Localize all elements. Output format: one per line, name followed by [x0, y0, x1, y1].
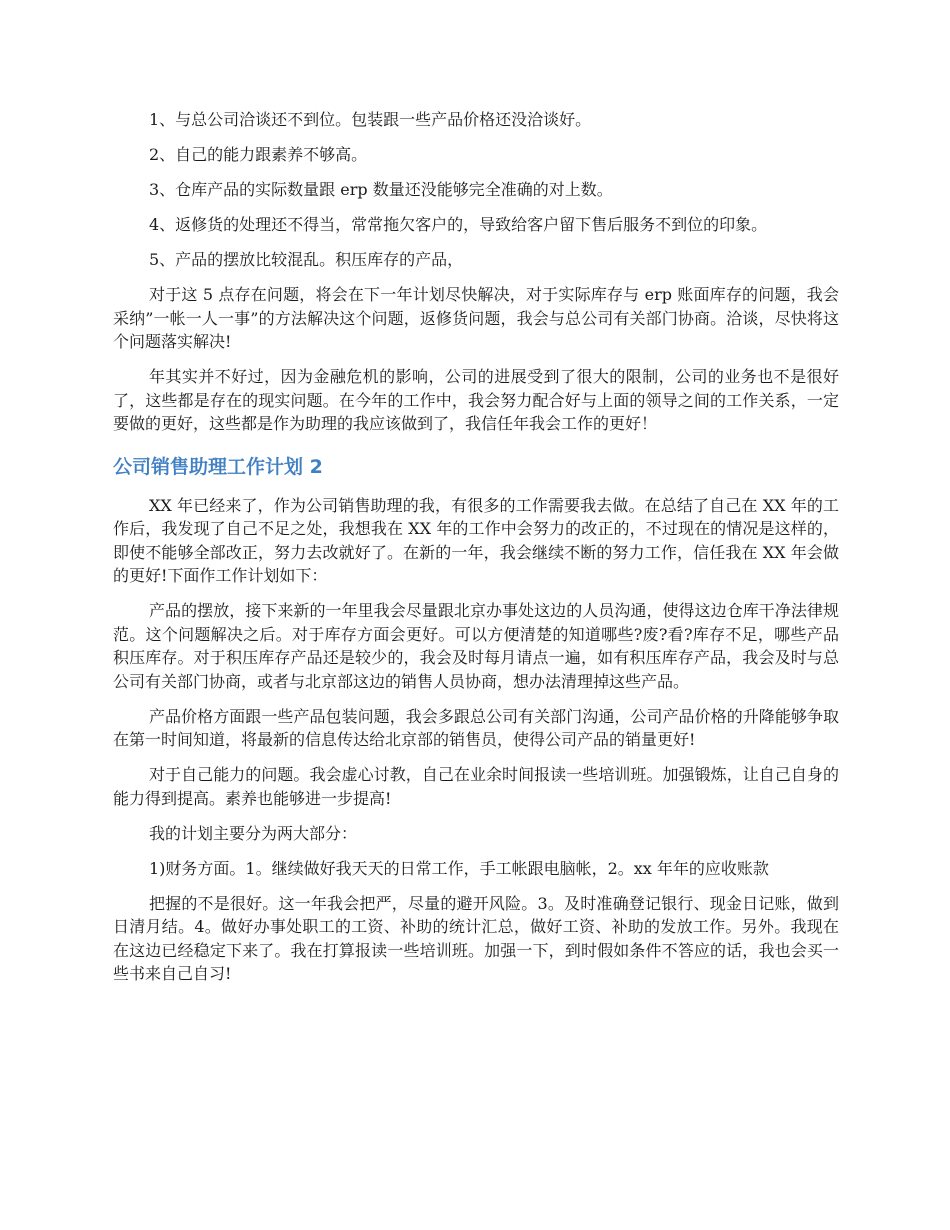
paragraph-5: 5、产品的摆放比较混乱。积压库存的产品， [149, 250, 464, 269]
paragraph-4: 4、返修货的处理还不得当，常常拖欠客户的，导致给客户留下售后服务不到位的印象。 [149, 215, 768, 234]
paragraph-11: 对于自己能力的问题。我会虚心讨教，自己在业余时间报读一些培训班。加强锻炼，让自己自身的能力得到提高。素养也能够进一步提高! [113, 765, 839, 808]
paragraph-1: 1、与总公司洽谈还不到位。包装跟一些产品价格还没洽谈好。 [149, 110, 592, 129]
paragraph-14: 把握的不是很好。这一年我会把严，尽量的避开风险。3。及时准确登记银行、现金日记账，做到日清月结。4。做好办事处职工的工资、补助的统计汇总，做好工资、补助的发放工作。另外。我现在在这边已经稳定下来了。我在打算报读一些培训班。加强一下，到时假如条件不答应的话，我也会买一些书来自己自习! [113, 893, 839, 983]
paragraph-9: 产品的摆放，接下来新的一年里我会尽量跟北京办事处这边的人员沟通，使得这边仓库干净法律规范。这个问题解决之后。对于库存方面会更好。可以方便清楚的知道哪些?废?看?库存不足，哪些产品积压库存。对于积压库存产品还是较少的，我会及时每月请点一遍，如有积压库存产品，我会及时与总公司有关部门协商，或者与北京部这边的销售人员协商，想办法清理掉这些产品。 [113, 601, 839, 691]
paragraph-13: 1)财务方面。1。继续做好我天天的日常工作，手工帐跟电脑帐，2。xx 年年的应收账款 [149, 858, 769, 878]
paragraph-7: 年其实并不好过，因为金融危机的影响，公司的进展受到了很大的限制，公司的业务也不是很好了，这些都是存在的现实问题。在今年的工作中，我会努力配合好与上面的领导之间的工作关系，一定要做的更好，这些都是作为助理的我应该做到了，我信任年我会工作的更好！ [113, 367, 839, 433]
paragraph-8: XX 年已经来了，作为公司销售助理的我，有很多的工作需要我去做。在总结了自己在 XX 年的工作后，我发现了自己不足之处，我想我在 XX 年的工作中会努力的改正的，不过现在的情况是这样的，即使不能够全部改正，努力去改就好了。在新的一年，我会继续不断的努力工作，信任我在 XX 年会做的更好!下面作工作计划如下： [113, 495, 839, 585]
paragraph-6: 对于这 5 点存在问题，将会在下一年计划尽快解决，对于实际库存与 erp 账面库存的问题，我会采纳”一帐一人一事”的方法解决这个问题，返修货问题，我会与总公司有关部门协商。洽谈，尽快将这个问题落实解决! [113, 285, 839, 351]
section-heading: 公司销售助理工作计划 2 [113, 455, 323, 478]
paragraph-10: 产品价格方面跟一些产品包装问题，我会多跟总公司有关部门沟通，公司产品价格的升降能够争取在第一时间知道，将最新的信息传达给北京部的销售员，使得公司产品的销量更好! [113, 706, 839, 749]
paragraph-2: 2、自己的能力跟素养不够高。 [149, 145, 368, 164]
document-page [113, 108, 839, 997]
paragraph-3: 3、仓库产品的实际数量跟 erp 数量还没能够完全准确的对上数。 [149, 180, 613, 199]
paragraph-12: 我的计划主要分为两大部分： [149, 823, 358, 843]
